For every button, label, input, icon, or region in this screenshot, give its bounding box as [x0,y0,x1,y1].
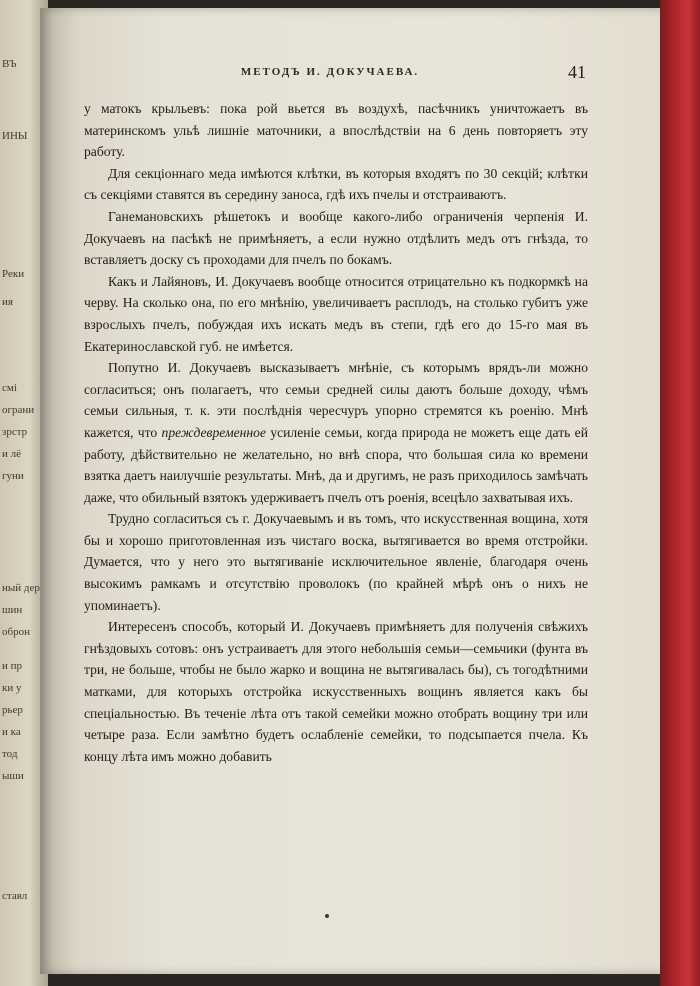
left-page-fragment: смі [2,382,17,394]
left-page-fragment: оброн [2,626,30,638]
page-dot [325,914,329,918]
left-page-fragment: ограни [2,404,35,416]
paragraph [84,357,588,508]
paragraph: у матокъ крыльевъ: пока рой вьется въ воздухѣ, пасѣчникъ уничтожаетъ въ материнскомъ ульѣ лишніе маточники, а впослѣдствіи на 6 день повторяетъ эту работу. [84,101,588,160]
paragraph: Трудно согласиться съ г. Докучаевымъ и въ томъ, что искусственная вощина, хотя бы и хорошо приготовленная изъ чистаго воска, вытягивается во время отстройки. Думается, что у него это вытягиваніе исключительное явленіе, благодаря очень высокимъ рамкамъ и отсутствію проволокъ (по крайней мѣрѣ онъ о нихъ не упоминаетъ). [84,511,588,613]
left-page-fragment: и лё [2,448,22,460]
left-page-fragment: ный дер [2,582,40,594]
left-page-fragment: тод [2,748,18,760]
left-page-fragment: рьер [2,704,23,716]
paragraph: Какъ и Лайяновъ, И. Докучаевъ вообще относится отрицательно къ подкормкѣ на черву. На сколько она, по его мнѣнію, увеличиваетъ расплодъ, на столько губитъ уже взрослыхъ пчелъ, побуждая ихъ искать медъ въ степи, гдѣ его до 15-го мая въ Екатеринославской губ. не имѣется. [84,273,588,354]
left-page-fragment: и пр [2,660,23,672]
running-title: МЕТОДЪ И. ДОКУЧАЕВА. [240,66,420,78]
left-page-fragment: ИНЫ [2,130,28,142]
page-header [40,62,600,86]
left-page-fragment: ыши [2,770,24,782]
italic-word: преждевременное [161,424,266,440]
left-page-fragment: ия [2,296,13,308]
left-page-fragment: ки у [2,682,22,694]
left-page-fragment: ставл [2,890,28,902]
body-text [84,98,588,767]
page-number: 41 [568,62,586,82]
paragraph: Для секціоннаго меда имѣются клѣтки, въ которыя входятъ по 30 секцій; клѣтки съ секціями ставятся въ середину заноса, гдѣ ихъ пчелы и отстраиваютъ. [84,165,588,203]
left-page-fragment: гуни [2,470,24,482]
left-page-fragment: и ка [2,726,21,738]
paragraph: Ганемановскихъ рѣшетокъ и вообще какого-либо ограниченія черпенія И. Докучаевъ на пасѣкѣ не примѣняетъ, а если нужно отдѣлить медъ отъ гнѣзда, то вставляетъ доску съ проходами для пчелъ по бокамъ. [84,208,588,268]
paragraph: Интересенъ способъ, который И. Докучаевъ примѣняетъ для полученія свѣжихъ гнѣздовыхъ сотовъ: онъ устраиваетъ для этого небольшія семьи—семьчики (фунта въ три, не больше, чтобы не было жарко и вощина не вытягивалась бы), съ тогодѣтними матками, для которыхъ отстройка искусственныхъ вощинъ является какъ бы спеціальностью. Въ теченіе лѣта отъ такой семейки можно отобрать вощину три или четыре раза. Если замѣтно будетъ ослабленіе семейки, то подсыпается пчела. Къ концу лѣта имъ можно добавить [84,619,588,764]
left-page-fragment: Реки [2,268,25,280]
left-page-fragment: зрстр [2,426,28,438]
paragraph-text: усиленіе семьи, когда природа не можетъ еще дать ей работу, дѣйствительно не желательно, но внѣ спора, что большая сила ко времени взятка даетъ наилучшіе результаты. Мнѣ, да и другимъ, не разъ приходилось замѣчать даже, что обильный взятокъ удерживаетъ пчелъ отъ роенія, всецѣло захватывая ихъ. [84,424,588,505]
left-page-fragment: ВЪ [2,58,17,70]
left-page-fragment: шин [2,604,23,616]
paragraph-text: Попутно И. Докучаевъ высказываетъ мнѣніе, съ которымъ врядъ-ли можно согласиться; онъ полагаетъ, что семьи средней силы даютъ больше доходу, чѣмъ семьи сильныя, т. к. эти послѣднія чересчуръ упорно стремятся къ роенію. Мнѣ кажется, что [84,360,588,440]
book-cover-edge [660,0,700,986]
